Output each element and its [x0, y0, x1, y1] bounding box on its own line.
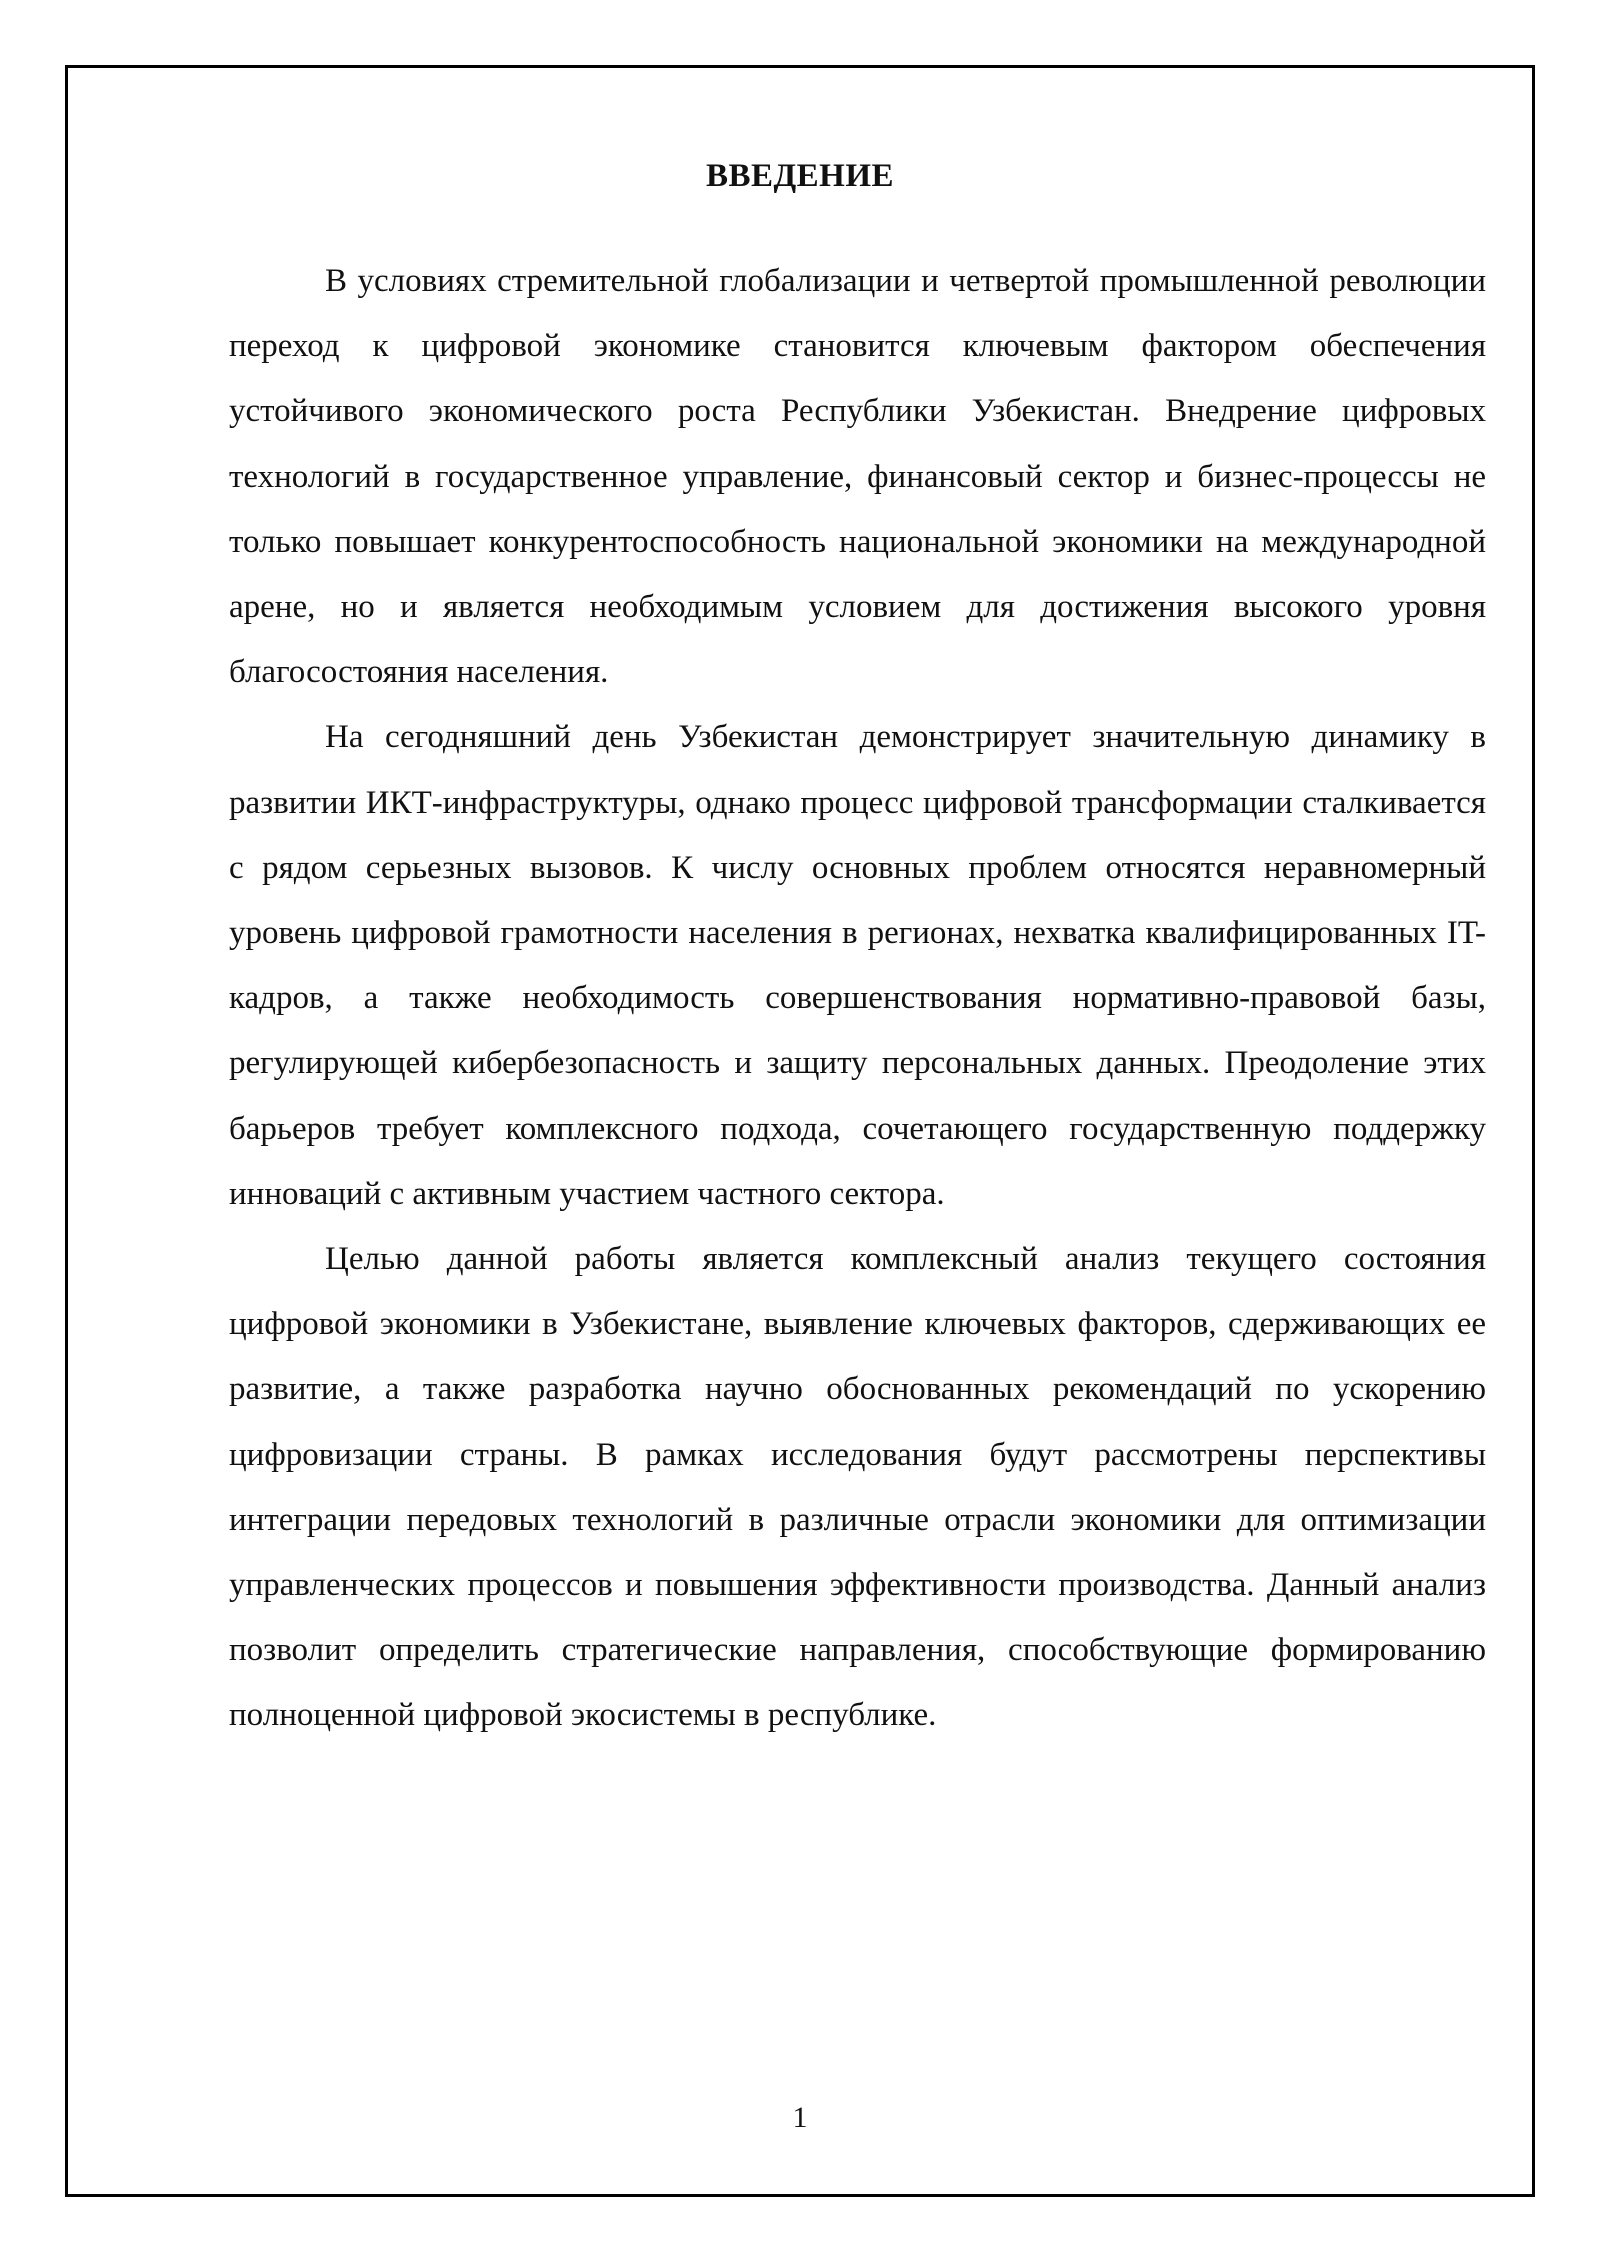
document-title: ВВЕДЕНИЕ — [705, 158, 895, 194]
document-body — [229, 249, 1486, 1749]
paragraph-2: На сегодняшний день Узбекистан демонстрирует значительную динамику в развитии ИКТ-инфраструктуры, однако процесс цифровой трансформации сталкивается с рядом серьезных вызовов. К числу основных проблем относятся неравномерный уровень цифровой грамотности населения в регионах, нехватка квалифицированных IT-кадров, а также необходимость совершенствования нормативно-правовой базы, регулирующей кибербезопасность и защиту персональных данных. Преодоление этих барьеров требует комплексного подхода, сочетающего государственную поддержку инноваций с активным участием частного сектора. — [229, 719, 1486, 1212]
page-number: 1 — [792, 2101, 808, 2134]
paragraph-3: Целью данной работы является комплексный анализ текущего состояния цифровой экономики в Узбекистане, выявление ключевых факторов, сдерживающих ее развитие, а также разработка научно обоснованных рекомендаций по ускорению цифровизации страны. В рамках исследования будут рассмотрены перспективы интеграции передовых технологий в различные отрасли экономики для оптимизации управленческих процессов и повышения эффективности производства. Данный анализ позволит определить стратегические направления, способствующие формированию полноценной цифровой экосистемы в республике. — [229, 1241, 1486, 1734]
paragraph-1: В условиях стремительной глобализации и четвертой промышленной революции переход к цифровой экономике становится ключевым фактором обеспечения устойчивого экономического роста Республики Узбекистан. Внедрение цифровых технологий в государственное управление, финансовый сектор и бизнес-процессы не только повышает конкурентоспособность национальной экономики на международной арене, но и является необходимым условием для достижения высокого уровня благосостояния населения. — [229, 263, 1486, 691]
